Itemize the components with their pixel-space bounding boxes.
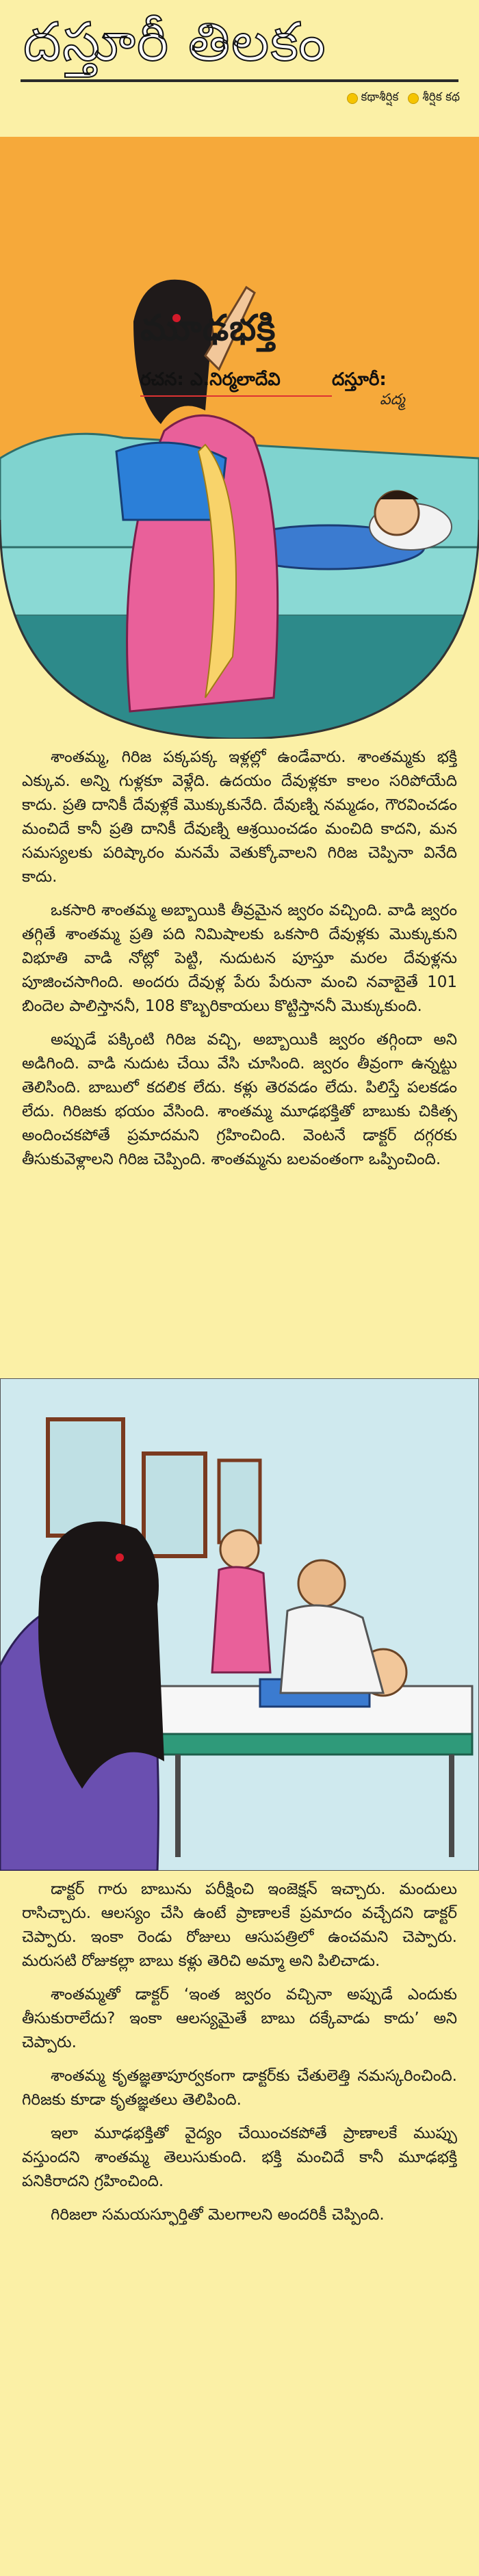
paragraph: శాంతమ్మతో డాక్టర్ ‘ఇంత జ్వరం వచ్చినా అప్పుడే ఎందుకు తీసుకురాలేదు? ఇంకా ఆలస్యమైతే బాబు దక్కేవాడు కాదు’ అని చెప్పారు. bbox=[22, 1986, 457, 2051]
column-title: దస్తూరీ తిలకం bbox=[23, 12, 327, 73]
paragraph: శాంతమ్మ కృతజ్ఞతాపూర్వకంగా డాక్టర్‌కు చేతులెత్తి నమస్కరించింది. గిరిజకు కూడా కృతజ్ఞతలు తెలిపింది. bbox=[22, 2067, 457, 2109]
tagline bbox=[347, 90, 460, 107]
tag-story-column bbox=[347, 90, 399, 107]
illustrator-signature: పద్మ bbox=[380, 391, 405, 408]
paragraph: ఒకసారి శాంతమ్మ అబ్బాయికి తీవ్రమైన జ్వరం వచ్చింది. వాడి జ్వరం తగ్గితే శాంతమ్మ ప్రతి పది నిమిషాలకు ఒకసారి దేవుళ్లకు మొక్కుకుని విభూతి వాడి నోట్లో పెట్టి, నుదుటన పూస్తూ మరల దేవుళ్లను పూజించసాగింది. అందరు దేవుళ్ల పేరు పేరునా మంచి నవాబైతే 101 బిందెల పాలిస్తాననీ, 108 కొబ్బరికాయలు కొట్టిస్తాననీ మొక్కుకుంది. bbox=[22, 902, 457, 1015]
paragraph: గిరిజలా సమయస్ఫూర్తితో మెలగాలని అందరికీ చెప్పింది. bbox=[51, 2206, 385, 2224]
yellow-dot-icon bbox=[347, 93, 358, 104]
hero-illustration bbox=[0, 137, 479, 739]
tag-title-story bbox=[408, 90, 460, 107]
tag-label: కథాశీర్షిక bbox=[361, 90, 399, 104]
paragraph: డాక్టర్ గారు బాబును పరీక్షించి ఇంజెక్షన్ ఇచ్చారు. మందులు రాసిచ్చారు. ఆలస్యం చేసి ఉంటే ప్రాణాలకే ప్రమాదం వచ్చేదని డాక్టర్ చెప్పారు. ఇంకా రెండు రోజులు ఆసుపత్రిలో ఉంచమని చెప్పారు. మరుసటి రోజుకల్లా బాబు కళ్లు తెరిచి అమ్మా అని పిలిచాడు. bbox=[22, 1880, 457, 1970]
paragraph: శాంతమ్మ, గిరిజ పక్కపక్క ఇళ్లల్లో ఉండేవారు. శాంతమ్మకు భక్తి ఎక్కువ. అన్ని గుళ్లకూ వెళ్లేది. ఉదయం దేవుళ్లకూ కాలం సరిపోయేది కాదు. ప్రతి దానికీ దేవుళ్లకే మొక్కుకునేది. దేవుణ్ని నమ్మడం, గౌరవించడం మంచిదే కానీ ప్రతి దానికీ దేవుణ్ని ఆశ్రయించడం మంచిది కాదని, మన సమస్యలకు పరిష్కారం మనమే వెతుక్కోవాలని గిరిజ చెప్పినా వినేది కాదు. bbox=[22, 748, 457, 886]
story-body-part-1 bbox=[22, 746, 457, 1375]
byline-underline bbox=[140, 395, 332, 397]
paragraph: అప్పుడే పక్కింటి గిరిజ వచ్చి, అబ్బాయికి జ్వరం తగ్గిందా అని అడిగింది. వాడి నుదుట చేయి వేసి చూసింది. జ్వరం తీవ్రంగా ఉన్నట్టు తెలిసింది. బాబులో కదలిక లేదు. కళ్లు తెరవడం లేదు. పిలిస్తే పలకడం లేదు. గిరిజకు భయం వేసింది. శాంతమ్మ మూఢభక్తితో బాబుకు చికిత్స అందించకపోతే ప్రమాదమని గ్రహించింది. వెంటనే డాక్టర్ దగ్గరకు తీసుకువెళ్లాలని గిరిజ చెప్పింది. శాంతమ్మను బలవంతంగా ఒప్పించింది. bbox=[22, 1031, 457, 1168]
yellow-dot-icon bbox=[408, 93, 419, 104]
hospital-scene-illustration bbox=[0, 1378, 479, 1871]
byline: రచన: ఎ.నిర్మలాదేవి bbox=[140, 369, 281, 390]
paragraph: ఇలా మూఢభక్తితో వైద్యం చేయించకపోతే ప్రాణాలకే ముప్పు వస్తుందని శాంతమ్మ తెలుసుకుంది. భక్తి మంచిదే కానీ మూఢభక్తి పనికిరాదని గ్రహించింది. bbox=[22, 2125, 457, 2190]
column-header bbox=[0, 0, 479, 137]
praying-woman-illustration bbox=[0, 137, 479, 739]
tag-label: శీర్షిక కథ bbox=[422, 90, 460, 104]
story-body-part-2 bbox=[22, 1878, 457, 2568]
illustrator-label: దస్తూరీ: bbox=[332, 369, 387, 390]
title-rule bbox=[21, 79, 458, 82]
story-title: మూఢభక్తి bbox=[140, 308, 276, 349]
